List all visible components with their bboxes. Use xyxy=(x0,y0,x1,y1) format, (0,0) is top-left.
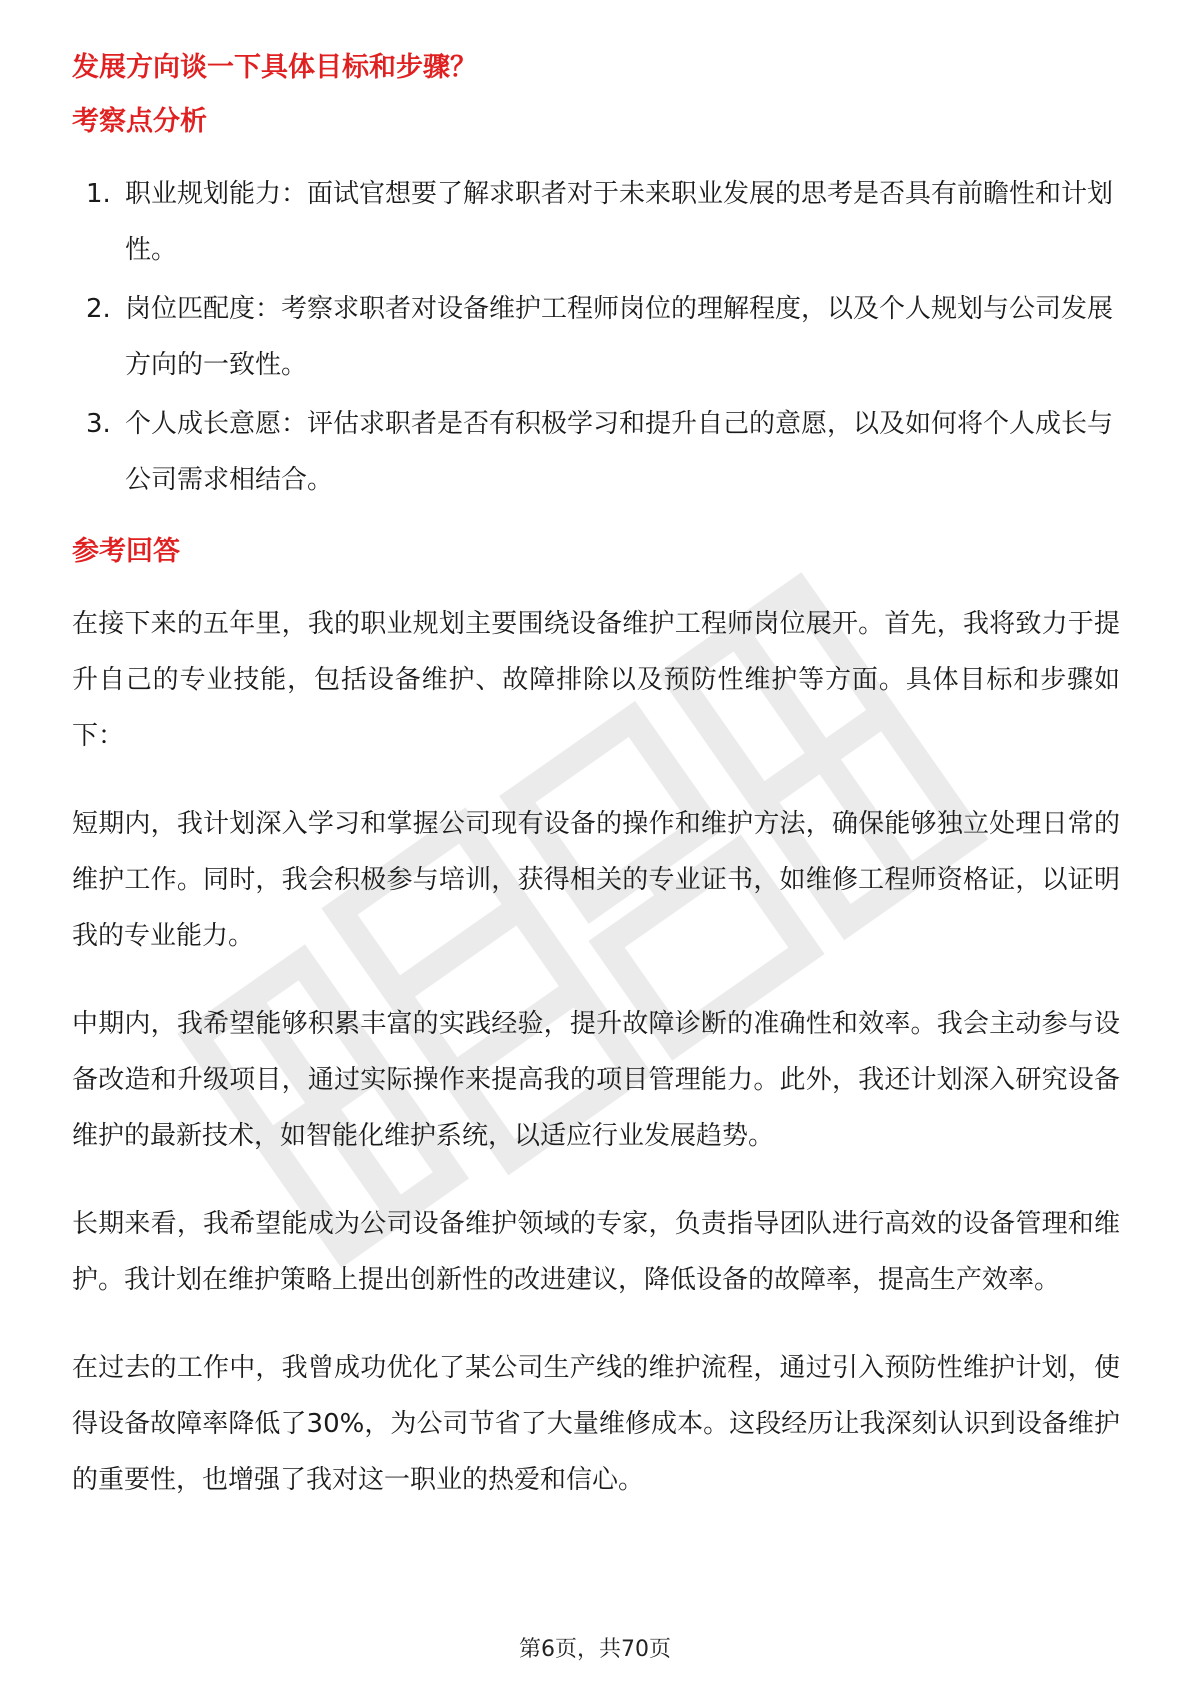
answer-paragraph: 长期来看，我希望能成为公司设备维护领域的专家，负责指导团队进行高效的设备管理和维护。我计划在维护策略上提出创新性的改进建议，降低设备的故障率，提高生产效率。 xyxy=(72,1209,1120,1295)
analysis-point-text: 岗位匹配度：考察求职者对设备维护工程师岗位的理解程度，以及个人规划与公司发展方向的一致性。 xyxy=(125,294,1114,380)
main-content xyxy=(72,50,1120,1540)
answer-heading: 参考回答 xyxy=(72,536,180,567)
analysis-point xyxy=(72,166,1120,278)
analysis-point-text: 个人成长意愿：评估求职者是否有积极学习和提升自己的意愿，以及如何将个人成长与公司需求相结合。 xyxy=(125,409,1114,495)
answer-paragraph: 在接下来的五年里，我的职业规划主要围绕设备维护工程师岗位展开。首先，我将致力于提升自己的专业技能，包括设备维护、故障排除以及预防性维护等方面。具体目标和步骤如下： xyxy=(72,609,1120,751)
analysis-point xyxy=(72,396,1120,508)
analysis-point xyxy=(72,281,1120,393)
list-number: 3. xyxy=(86,409,111,439)
analysis-points-list xyxy=(72,166,1120,508)
analysis-heading: 考察点分析 xyxy=(72,106,207,137)
answer-paragraph: 短期内，我计划深入学习和掌握公司现有设备的操作和维护方法，确保能够独立处理日常的维护工作。同时，我会积极参与培训，获得相关的专业证书，如维修工程师资格证，以证明我的专业能力。 xyxy=(72,809,1120,951)
answer-paragraph: 中期内，我希望能够积累丰富的实践经验，提升故障诊断的准确性和效率。我会主动参与设备改造和升级项目，通过实际操作来提高我的项目管理能力。此外，我还计划深入研究设备维护的最新技术，如智能化维护系统，以适应行业发展趋势。 xyxy=(72,1009,1120,1151)
page-number-footer: 第6页，共70页 xyxy=(519,1637,671,1662)
analysis-point-text: 职业规划能力：面试官想要了解求职者对于未来职业发展的思考是否具有前瞻性和计划性。 xyxy=(125,179,1114,265)
list-number: 1. xyxy=(86,179,111,209)
list-number: 2. xyxy=(86,294,111,324)
answer-paragraph: 在过去的工作中，我曾成功优化了某公司生产线的维护流程，通过引入预防性维护计划，使得设备故障率降低了30%，为公司节省了大量维修成本。这段经历让我深刻认识到设备维护的重要性，也增强了我对这一职业的热爱和信心。 xyxy=(72,1353,1120,1495)
question-title: 发展方向谈一下具体目标和步骤？ xyxy=(72,52,477,83)
